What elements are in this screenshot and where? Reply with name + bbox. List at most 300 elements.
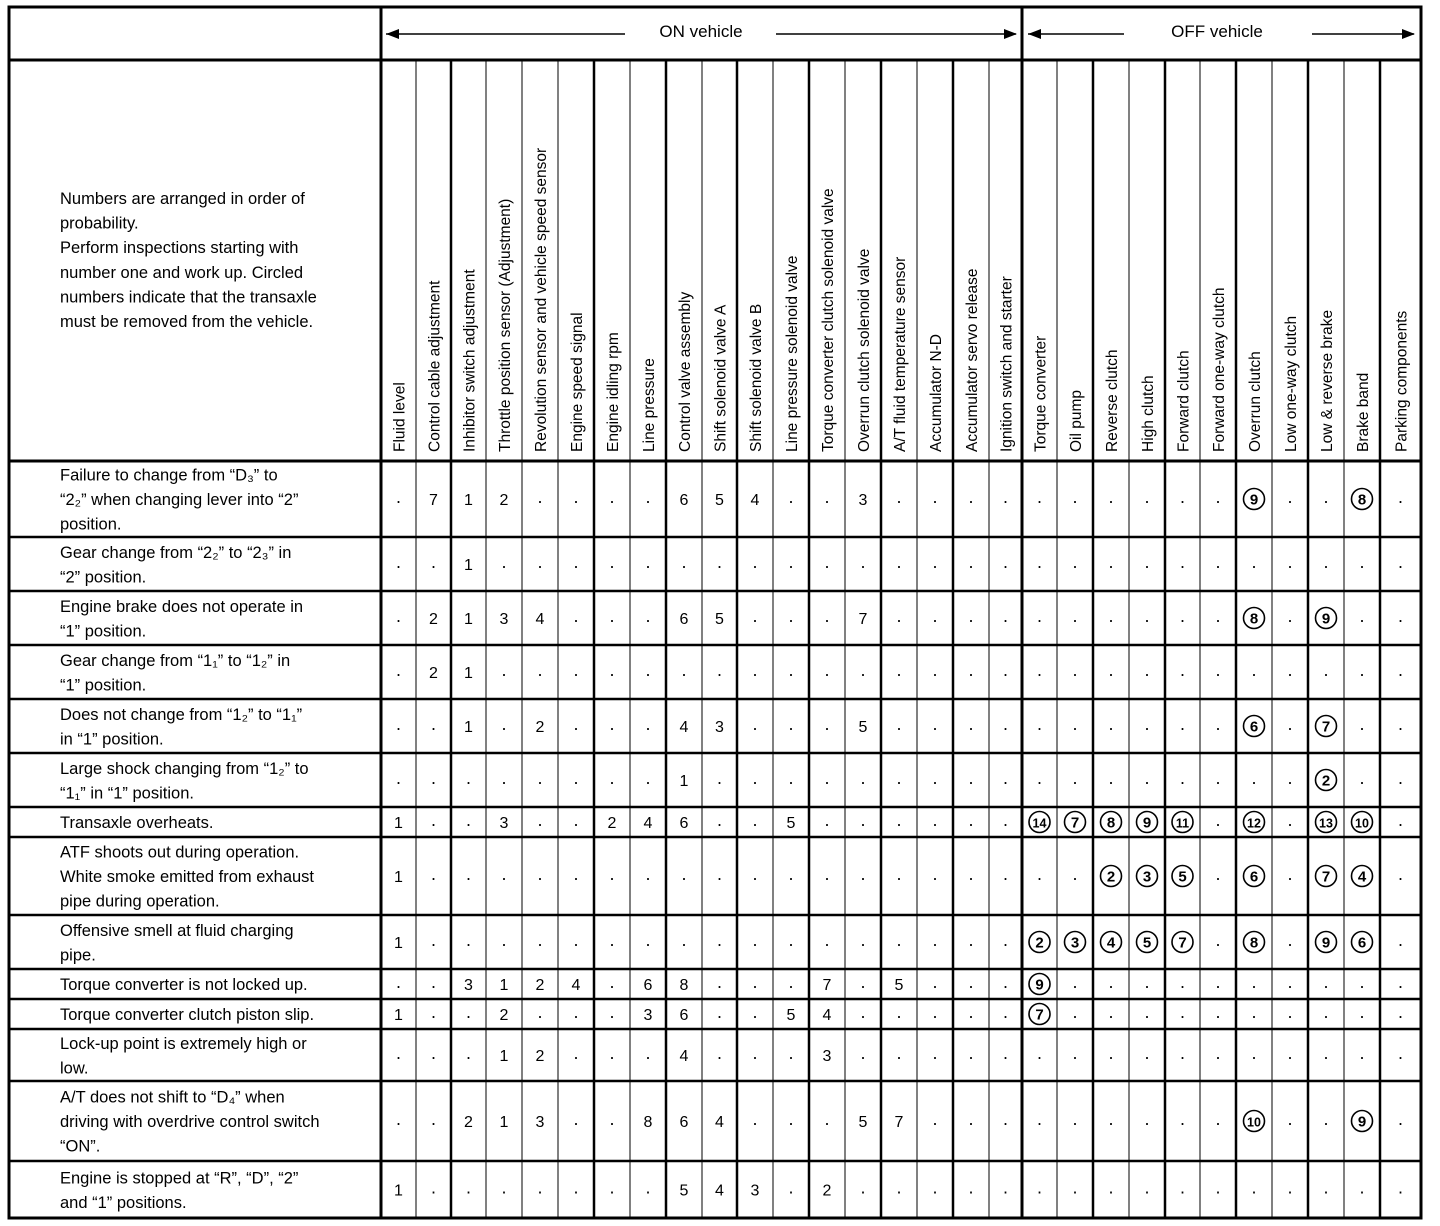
empty-cell: .: [537, 930, 543, 950]
empty-cell: .: [1287, 972, 1293, 992]
empty-cell: .: [395, 768, 402, 788]
empty-cell: .: [430, 930, 437, 950]
empty-cell: .: [1036, 606, 1043, 626]
empty-cell: .: [1397, 810, 1404, 830]
empty-cell: .: [537, 487, 543, 507]
empty-cell: .: [1215, 1109, 1221, 1129]
empty-cell: .: [395, 552, 402, 572]
empty-cell: .: [645, 606, 651, 626]
priority-value: 9: [1249, 491, 1259, 509]
empty-cell: .: [430, 810, 437, 830]
column-header: Line pressure solenoid valve: [784, 255, 801, 452]
empty-cell: .: [1287, 714, 1293, 734]
priority-value: 10: [1247, 1115, 1261, 1130]
intro-note-line: numbers indicate that the transaxle: [60, 288, 317, 307]
empty-cell: .: [824, 864, 830, 884]
priority-value: 9: [1321, 610, 1331, 628]
empty-cell: .: [932, 864, 938, 884]
intro-note-line: Numbers are arranged in order of: [60, 190, 305, 208]
empty-cell: .: [1287, 930, 1293, 950]
empty-cell: .: [1179, 1109, 1186, 1129]
priority-value: 3: [750, 1182, 760, 1200]
priority-value: 13: [1319, 816, 1333, 831]
empty-cell: .: [860, 552, 866, 572]
priority-value: 4: [1357, 868, 1367, 886]
empty-cell: .: [1359, 660, 1365, 680]
empty-cell: .: [896, 606, 902, 626]
column-header: High clutch: [1140, 375, 1157, 452]
empty-cell: .: [1287, 1177, 1293, 1198]
empty-cell: .: [1036, 1109, 1043, 1129]
empty-cell: .: [788, 714, 794, 734]
empty-cell: .: [1359, 714, 1365, 734]
priority-value: 3: [1070, 934, 1080, 952]
empty-cell: .: [573, 930, 579, 950]
empty-cell: .: [1251, 972, 1257, 992]
empty-cell: .: [860, 660, 866, 680]
priority-value: 1: [394, 815, 403, 832]
priority-value: 6: [679, 492, 689, 509]
empty-cell: .: [1287, 864, 1293, 884]
empty-cell: .: [1323, 1177, 1329, 1198]
empty-cell: .: [430, 768, 437, 788]
empty-cell: .: [1215, 487, 1221, 507]
empty-cell: .: [1359, 768, 1365, 788]
column-header: Torque converter: [1032, 335, 1050, 452]
empty-cell: .: [1323, 1109, 1329, 1129]
priority-value: 6: [643, 977, 653, 994]
empty-cell: .: [1397, 660, 1404, 680]
empty-cell: .: [1397, 930, 1404, 950]
priority-value: 1: [499, 977, 509, 994]
empty-cell: .: [1287, 660, 1293, 680]
symptom-text: and “1” positions.: [60, 1193, 187, 1212]
empty-cell: .: [896, 552, 902, 572]
intro-note-line: probability.: [60, 214, 139, 233]
symptom-text: White smoke emitted from exhaust: [60, 868, 315, 886]
empty-cell: .: [1108, 552, 1114, 572]
empty-cell: .: [716, 810, 723, 830]
empty-cell: .: [1108, 606, 1114, 626]
empty-cell: .: [896, 714, 902, 734]
symptom-text: low.: [60, 1059, 89, 1078]
intro-note-line: must be removed from the vehicle.: [60, 313, 314, 331]
empty-cell: .: [537, 552, 543, 572]
empty-cell: .: [1215, 864, 1221, 884]
empty-cell: .: [501, 864, 507, 884]
empty-cell: .: [968, 930, 974, 950]
empty-cell: .: [1072, 660, 1078, 680]
priority-value: 3: [643, 1007, 653, 1024]
empty-cell: .: [824, 660, 830, 680]
empty-cell: .: [932, 768, 938, 788]
empty-cell: .: [501, 768, 507, 788]
empty-cell: .: [1144, 660, 1150, 680]
empty-cell: .: [1002, 768, 1009, 788]
empty-cell: .: [1072, 487, 1078, 507]
empty-cell: .: [1287, 1043, 1293, 1063]
symptom-text: “1” position.: [60, 676, 147, 695]
empty-cell: .: [395, 1109, 402, 1129]
empty-cell: .: [752, 972, 758, 992]
priority-value: 12: [1247, 816, 1261, 831]
priority-value: 5: [679, 1182, 689, 1200]
symptom-text: Torque converter is not locked up.: [60, 976, 308, 994]
empty-cell: .: [716, 1002, 723, 1022]
empty-cell: .: [752, 1002, 758, 1022]
empty-cell: .: [1002, 1177, 1009, 1198]
empty-cell: .: [501, 714, 507, 734]
priority-value: 9: [1321, 934, 1331, 952]
empty-cell: .: [1323, 552, 1329, 572]
empty-cell: .: [1397, 606, 1404, 626]
empty-cell: .: [896, 1002, 902, 1022]
symptom-text: pipe.: [60, 946, 96, 965]
empty-cell: .: [860, 768, 866, 788]
empty-cell: .: [788, 864, 794, 884]
empty-cell: .: [1072, 768, 1078, 788]
arrow-left-icon: [386, 29, 399, 39]
empty-cell: .: [1251, 552, 1257, 572]
empty-cell: .: [1036, 1177, 1043, 1198]
empty-cell: .: [968, 714, 974, 734]
empty-cell: .: [1397, 714, 1404, 734]
column-header: Forward one-way clutch: [1211, 287, 1228, 452]
priority-value: 6: [679, 1114, 689, 1131]
priority-value: 2: [1106, 868, 1116, 886]
empty-cell: .: [1108, 768, 1114, 788]
empty-cell: .: [645, 552, 651, 572]
empty-cell: .: [573, 487, 579, 507]
empty-cell: .: [932, 487, 938, 507]
symptom-text: Failure to change from “D₃” to: [60, 466, 278, 485]
empty-cell: .: [1072, 714, 1078, 734]
empty-cell: .: [1215, 1002, 1221, 1022]
empty-cell: .: [1036, 768, 1043, 788]
priority-value: 8: [643, 1114, 653, 1131]
empty-cell: .: [932, 1177, 938, 1198]
priority-value: 2: [535, 977, 545, 994]
empty-cell: .: [501, 1177, 507, 1198]
empty-cell: .: [573, 1002, 579, 1022]
priority-value: 3: [1142, 868, 1152, 886]
empty-cell: .: [681, 930, 687, 950]
column-header: Reverse clutch: [1104, 349, 1121, 452]
empty-cell: .: [932, 1002, 938, 1022]
empty-cell: .: [716, 768, 723, 788]
empty-cell: .: [1397, 1002, 1404, 1022]
empty-cell: .: [716, 972, 723, 992]
empty-cell: .: [1144, 487, 1150, 507]
empty-cell: .: [824, 1109, 830, 1129]
empty-cell: .: [1179, 1177, 1186, 1198]
priority-value: 7: [1035, 1006, 1044, 1024]
empty-cell: .: [752, 810, 758, 830]
priority-value: 9: [1142, 814, 1152, 832]
empty-cell: .: [1287, 1002, 1293, 1022]
priority-value: 5: [715, 492, 724, 509]
empty-cell: .: [1215, 552, 1221, 572]
empty-cell: .: [860, 1002, 866, 1022]
arrow-right-icon: [1402, 29, 1415, 39]
symptom-text: Offensive smell at fluid charging: [60, 921, 294, 940]
empty-cell: .: [716, 1043, 723, 1063]
empty-cell: .: [609, 1109, 615, 1129]
empty-cell: .: [1072, 972, 1078, 992]
empty-cell: .: [932, 552, 938, 572]
symptom-text: Gear change from “1₁” to “1₂” in: [60, 651, 291, 670]
empty-cell: .: [932, 930, 938, 950]
empty-cell: .: [932, 972, 938, 992]
column-header: Overrun clutch solenoid valve: [856, 248, 873, 452]
column-header: Control cable adjustment: [426, 280, 444, 452]
priority-value: 7: [1321, 868, 1331, 886]
empty-cell: .: [573, 768, 579, 788]
empty-cell: .: [501, 660, 507, 680]
empty-cell: .: [1002, 1043, 1009, 1063]
empty-cell: .: [860, 1177, 866, 1198]
priority-value: 4: [1106, 934, 1116, 952]
empty-cell: .: [860, 810, 866, 830]
empty-cell: .: [609, 660, 615, 680]
empty-cell: .: [395, 487, 402, 507]
column-header: Accumulator servo release: [964, 268, 981, 452]
priority-value: 4: [715, 1114, 724, 1131]
symptom-text: “2₂” when changing lever into “2”: [60, 491, 299, 509]
empty-cell: .: [501, 930, 507, 950]
empty-cell: .: [1108, 972, 1114, 992]
empty-cell: .: [609, 972, 615, 992]
empty-cell: .: [430, 1043, 437, 1063]
empty-cell: .: [430, 1177, 437, 1198]
empty-cell: .: [896, 810, 902, 830]
priority-value: 1: [394, 869, 403, 886]
empty-cell: .: [1323, 972, 1329, 992]
column-header: Control valve assembly: [677, 291, 694, 452]
priority-value: 3: [499, 611, 509, 628]
empty-cell: .: [1215, 768, 1221, 788]
priority-value: 6: [1249, 868, 1259, 886]
empty-cell: .: [1323, 1002, 1329, 1022]
priority-value: 8: [679, 977, 689, 994]
empty-cell: .: [681, 864, 687, 884]
empty-cell: .: [573, 552, 579, 572]
empty-cell: .: [537, 864, 543, 884]
priority-value: 6: [1249, 718, 1259, 736]
empty-cell: .: [537, 768, 543, 788]
empty-cell: .: [1397, 552, 1404, 572]
empty-cell: .: [1108, 714, 1114, 734]
empty-cell: .: [1072, 1109, 1078, 1129]
empty-cell: .: [1179, 972, 1186, 992]
empty-cell: .: [788, 768, 794, 788]
symptom-text: “2” position.: [60, 568, 147, 587]
empty-cell: .: [681, 660, 687, 680]
empty-cell: .: [896, 768, 902, 788]
empty-cell: .: [752, 660, 758, 680]
arrow-left-icon: [1028, 29, 1041, 39]
priority-value: 6: [1357, 934, 1367, 952]
empty-cell: .: [1251, 660, 1257, 680]
empty-cell: .: [465, 768, 472, 788]
column-header: Engine idling rpm: [605, 332, 622, 452]
priority-value: 1: [464, 557, 473, 574]
column-header: Fluid level: [391, 382, 409, 452]
empty-cell: .: [501, 552, 507, 572]
empty-cell: .: [609, 1002, 615, 1022]
empty-cell: .: [968, 552, 974, 572]
empty-cell: .: [430, 1002, 437, 1022]
priority-value: 7: [822, 977, 832, 994]
priority-value: 14: [1032, 816, 1047, 831]
empty-cell: .: [1144, 714, 1150, 734]
empty-cell: .: [716, 552, 723, 572]
priority-value: 5: [894, 977, 904, 994]
empty-cell: .: [1144, 1002, 1150, 1022]
empty-cell: .: [573, 660, 579, 680]
empty-cell: .: [788, 1177, 794, 1198]
empty-cell: .: [1215, 660, 1221, 680]
priority-value: 2: [535, 1048, 545, 1065]
symptom-text: position.: [60, 515, 122, 534]
empty-cell: .: [788, 606, 794, 626]
empty-cell: .: [716, 930, 723, 950]
empty-cell: .: [752, 552, 758, 572]
priority-value: 1: [394, 935, 403, 952]
priority-value: 1: [464, 665, 473, 682]
empty-cell: .: [896, 1043, 902, 1063]
empty-cell: .: [860, 972, 866, 992]
priority-value: 2: [822, 1182, 832, 1200]
priority-value: 2: [535, 719, 545, 736]
empty-cell: .: [609, 864, 615, 884]
empty-cell: .: [465, 1177, 472, 1198]
empty-cell: .: [645, 864, 651, 884]
empty-cell: .: [573, 714, 579, 734]
empty-cell: .: [1002, 552, 1009, 572]
empty-cell: .: [609, 487, 615, 507]
empty-cell: .: [1002, 1109, 1009, 1129]
empty-cell: .: [1179, 1002, 1186, 1022]
empty-cell: .: [645, 1177, 651, 1198]
empty-cell: .: [395, 714, 402, 734]
empty-cell: .: [1144, 552, 1150, 572]
empty-cell: .: [1179, 487, 1186, 507]
empty-cell: .: [395, 660, 402, 680]
empty-cell: .: [1144, 606, 1150, 626]
empty-cell: .: [1287, 810, 1293, 830]
empty-cell: .: [395, 1043, 402, 1063]
priority-value: 7: [1321, 718, 1331, 736]
empty-cell: .: [465, 864, 472, 884]
empty-cell: .: [968, 1043, 974, 1063]
empty-cell: .: [1251, 768, 1257, 788]
empty-cell: .: [1251, 1002, 1257, 1022]
empty-cell: .: [1108, 487, 1114, 507]
empty-cell: .: [752, 1043, 758, 1063]
empty-cell: .: [1359, 1002, 1365, 1022]
priority-value: 10: [1355, 816, 1369, 831]
priority-value: 5: [715, 611, 724, 628]
empty-cell: .: [1072, 552, 1078, 572]
empty-cell: .: [1215, 606, 1221, 626]
empty-cell: .: [1215, 714, 1221, 734]
empty-cell: .: [1002, 972, 1009, 992]
priority-value: 2: [1035, 934, 1044, 952]
priority-value: 7: [1178, 934, 1187, 952]
empty-cell: .: [1002, 487, 1009, 507]
empty-cell: .: [1397, 1109, 1404, 1129]
column-header: Forward clutch: [1175, 350, 1193, 452]
empty-cell: .: [896, 487, 902, 507]
empty-cell: .: [860, 864, 866, 884]
priority-value: 6: [679, 815, 689, 832]
empty-cell: .: [537, 1177, 543, 1198]
arrow-right-icon: [1004, 29, 1017, 39]
column-header: Accumulator N-D: [928, 334, 945, 452]
empty-cell: .: [430, 864, 437, 884]
symptom-text: Torque converter clutch piston slip.: [60, 1006, 315, 1024]
empty-cell: .: [1108, 1002, 1114, 1022]
priority-value: 5: [858, 719, 868, 736]
empty-cell: .: [1179, 714, 1186, 734]
column-header: Brake band: [1355, 372, 1372, 452]
empty-cell: .: [1002, 660, 1009, 680]
empty-cell: .: [1002, 606, 1009, 626]
empty-cell: .: [573, 606, 579, 626]
empty-cell: .: [1251, 1177, 1257, 1198]
priority-value: 5: [1178, 868, 1187, 886]
column-header: Ignition switch and starter: [998, 276, 1016, 452]
empty-cell: .: [537, 810, 543, 830]
empty-cell: .: [1287, 606, 1293, 626]
empty-cell: .: [1179, 1043, 1186, 1063]
empty-cell: .: [1108, 1109, 1114, 1129]
priority-value: 1: [394, 1007, 403, 1024]
empty-cell: .: [1179, 660, 1186, 680]
empty-cell: .: [1397, 864, 1404, 884]
empty-cell: .: [1179, 606, 1186, 626]
empty-cell: .: [645, 768, 651, 788]
empty-cell: .: [1287, 768, 1293, 788]
symptom-text: “1₁” in “1” position.: [60, 784, 194, 803]
empty-cell: .: [1359, 1177, 1365, 1198]
empty-cell: .: [752, 768, 758, 788]
empty-cell: .: [1359, 552, 1365, 572]
symptom-text: Engine brake does not operate in: [60, 597, 304, 616]
empty-cell: .: [932, 714, 938, 734]
empty-cell: .: [1144, 1109, 1150, 1129]
empty-cell: .: [573, 864, 579, 884]
priority-value: 7: [1070, 814, 1080, 832]
empty-cell: .: [1359, 1043, 1365, 1063]
empty-cell: .: [860, 930, 866, 950]
empty-cell: .: [1072, 606, 1078, 626]
priority-value: 4: [679, 1048, 689, 1065]
symptom-text: “ON”.: [60, 1137, 101, 1156]
empty-cell: .: [932, 810, 938, 830]
empty-cell: .: [1144, 1043, 1150, 1063]
priority-value: 9: [1035, 976, 1044, 994]
empty-cell: .: [609, 930, 615, 950]
priority-value: 8: [1249, 610, 1259, 628]
empty-cell: .: [968, 768, 974, 788]
priority-value: 2: [1321, 772, 1331, 790]
priority-value: 1: [499, 1114, 509, 1131]
empty-cell: .: [1215, 1177, 1221, 1198]
priority-value: 1: [679, 773, 689, 790]
empty-cell: .: [824, 768, 830, 788]
